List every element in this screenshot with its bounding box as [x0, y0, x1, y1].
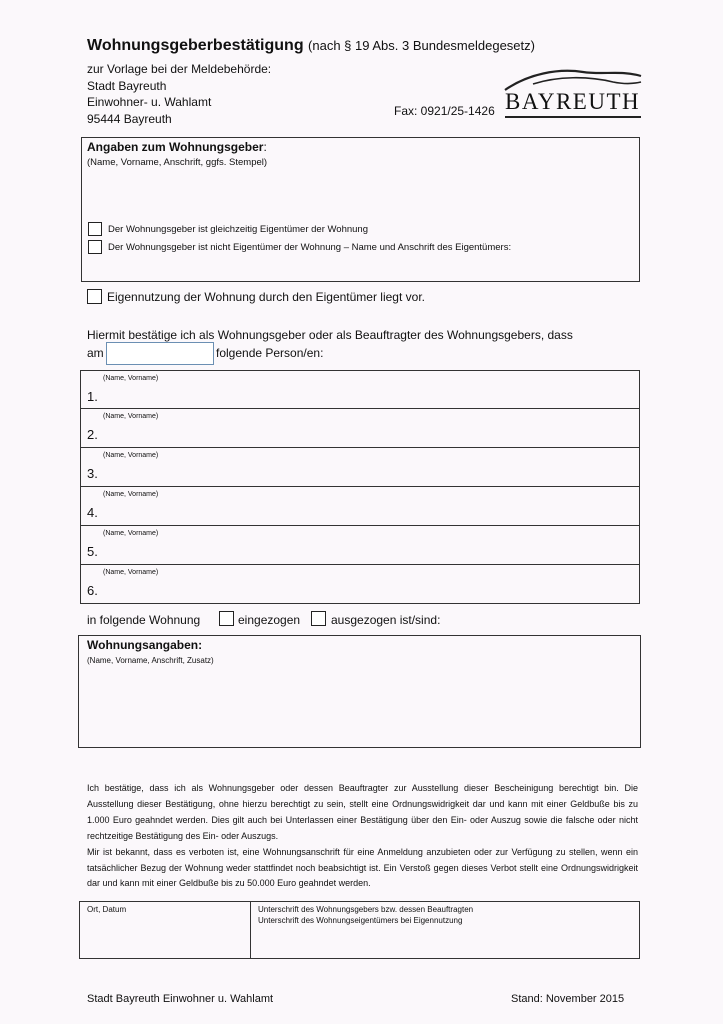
place-date-label: Ort, Datum	[87, 905, 127, 914]
legal-notice	[87, 781, 638, 892]
person-name-hint: (Name, Vorname)	[103, 375, 159, 382]
person-number: 2.	[87, 427, 98, 442]
landlord-heading-colon: :	[263, 140, 267, 154]
move-prefix: in folgende Wohnung	[87, 613, 201, 627]
person-row-2[interactable]	[80, 409, 640, 448]
person-name-hint: (Name, Vorname)	[103, 569, 159, 576]
legal-paragraph: Ich bestätige, dass ich als Wohnungsgeber oder dessen Beauftragter zur Ausstellung dieser Bescheinigung berechtigt bin. Die Ausstellung dieser Bestätigung, ohne hierzu berechtigt zu sein, stellt eine Ordnungswidrigkeit dar und kann mit einer Geldbuße bis zu 1.000 Euro geahndet werden. Dies gilt auch bei Unterlassen einer Bestätigung über den Ein- oder Auszug sowie die falsche oder nicht rechtzeitige Bestätigung des Ein- oder Auszugs.	[87, 783, 638, 841]
confirm-line-2-suffix: folgende Person/en:	[216, 346, 324, 360]
document-title	[87, 37, 535, 55]
person-row-6[interactable]	[80, 565, 640, 604]
moved-in-label: eingezogen	[238, 613, 301, 627]
person-name-hint: (Name, Vorname)	[103, 491, 159, 498]
moved-out-checkbox[interactable]	[311, 611, 326, 626]
person-row-4[interactable]	[80, 487, 640, 526]
landlord-hint: (Name, Vorname, Anschrift, ggfs. Stempel)	[87, 157, 268, 168]
not-owner-option-label: Der Wohnungsgeber ist nicht Eigentümer der Wohnung – Name und Anschrift des Eigentümers:	[108, 242, 512, 253]
person-row-1[interactable]	[80, 370, 640, 409]
logo-text: BAYREUTH	[505, 89, 641, 114]
legal-paragraph: Mir ist bekannt, dass es verboten ist, eine Wohnungsanschrift für eine Anmeldung anzubieten oder zur Verfügung zu stellen, wenn ein tatsächlicher Bezug der Wohnung weder stattfindet noch beabsichtigt ist. Ein Verstoß gegen dieses Verbot stellt eine Ordnungswidrigkeit dar und kann mit einer Geldbuße bis zu 50.000 Euro geahndet werden.	[87, 846, 638, 889]
owner-checkbox[interactable]	[88, 222, 102, 236]
owner-option-label: Der Wohnungsgeber ist gleichzeitig Eigentümer der Wohnung	[108, 224, 368, 235]
person-number: 6.	[87, 583, 98, 598]
person-name-hint: (Name, Vorname)	[103, 413, 159, 420]
logo-underline	[505, 116, 641, 118]
signature-label-1: Unterschrift des Wohnungsgebers bzw. dessen Beauftragten	[258, 905, 474, 914]
confirm-line-1: Hiermit bestätige ich als Wohnungsgeber oder als Beauftragter des Wohnungsgebers, dass	[87, 328, 573, 342]
city-logo	[503, 62, 643, 118]
signature-section	[79, 901, 640, 959]
self-use-label: Eigennutzung der Wohnung durch den Eigentümer liegt vor.	[107, 290, 425, 304]
person-name-hint: (Name, Vorname)	[103, 452, 159, 459]
person-number: 1.	[87, 389, 98, 404]
recipient-address	[87, 61, 271, 127]
footer-office: Stadt Bayreuth Einwohner u. Wahlamt	[87, 993, 274, 1005]
apartment-hint: (Name, Vorname, Anschrift, Zusatz)	[87, 656, 214, 665]
move-date-input[interactable]	[106, 342, 214, 365]
title-suffix: (nach § 19 Abs. 3 Bundesmeldegesetz)	[308, 38, 535, 53]
signature-label-2: Unterschrift des Wohnungseigentümers bei Eigennutzung	[258, 916, 463, 925]
footer-version: Stand: November 2015	[511, 993, 625, 1005]
signature-divider	[250, 902, 251, 958]
landlord-heading-text: Angaben zum Wohnungsgeber	[87, 140, 264, 154]
moved-in-checkbox[interactable]	[219, 611, 234, 626]
address-line: Einwohner- u. Wahlamt	[87, 95, 212, 109]
apartment-heading: Wohnungsangaben:	[87, 638, 203, 652]
address-line: zur Vorlage bei der Meldebehörde:	[87, 62, 272, 76]
self-use-checkbox[interactable]	[87, 289, 102, 304]
person-name-hint: (Name, Vorname)	[103, 530, 159, 537]
apartment-section[interactable]	[78, 635, 641, 748]
address-line: 95444 Bayreuth	[87, 111, 172, 126]
person-number: 3.	[87, 466, 98, 481]
title-main: Wohnungsgeberbestätigung	[87, 37, 304, 54]
fax-number: Fax: 0921/25-1426	[394, 104, 495, 118]
moved-out-label: ausgezogen ist/sind:	[331, 613, 441, 627]
person-row-3[interactable]	[80, 448, 640, 487]
person-number: 5.	[87, 544, 98, 559]
person-row-5[interactable]	[80, 526, 640, 565]
person-number: 4.	[87, 505, 98, 520]
confirm-am-label: am	[87, 346, 104, 360]
not-owner-checkbox[interactable]	[88, 240, 102, 254]
landlord-heading	[87, 140, 267, 154]
address-line: Stadt Bayreuth	[87, 78, 167, 93]
landlord-section	[81, 137, 640, 282]
